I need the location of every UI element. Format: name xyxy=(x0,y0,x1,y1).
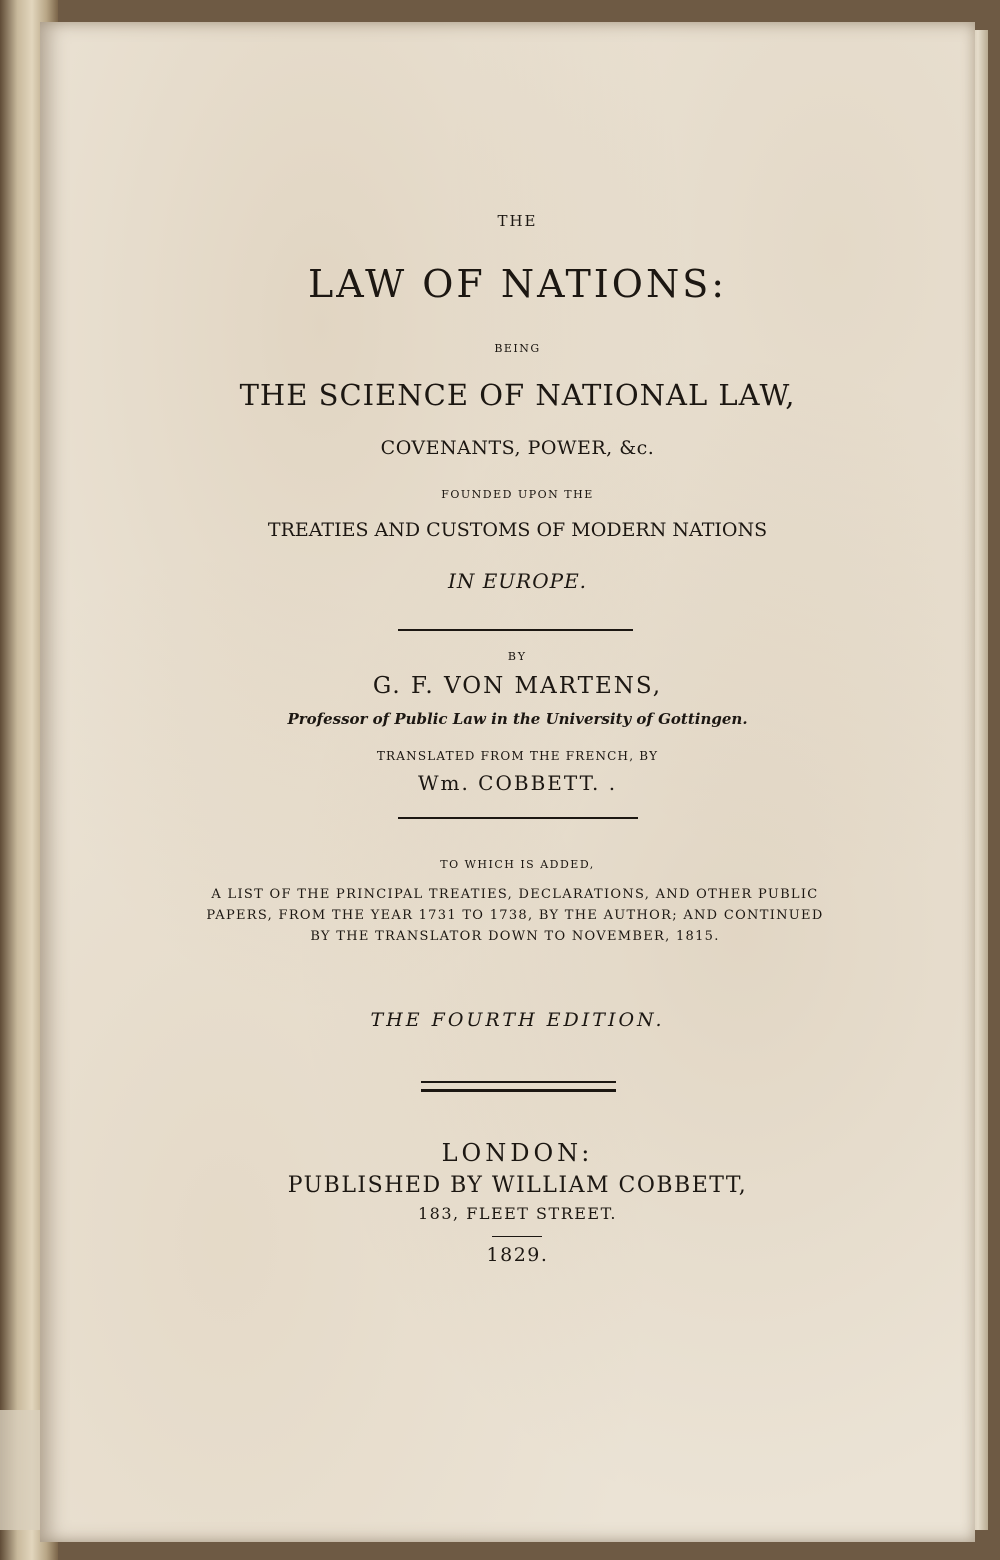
by-word: BY xyxy=(507,650,528,663)
subtitle-covenants: COVENANTS, POWER, &c. xyxy=(380,437,655,459)
imprint-year: 1829. xyxy=(486,1244,549,1266)
translator-name: Wm. COBBETT. . xyxy=(417,771,618,795)
founded-upon: FOUNDED UPON THE xyxy=(441,488,594,501)
book-title: LAW OF NATIONS: xyxy=(307,262,728,306)
author-role: Professor of Public Law in the University of Gottingen. xyxy=(287,710,748,728)
subtitle-europe: IN EUROPE. xyxy=(447,569,588,593)
added-description: A LIST OF THE PRINCIPAL TREATIES, DECLARATIONS, AND OTHER PUBLIC PAPERS, FROM THE YEAR 1731 TO 1738, BY THE AUTHOR; AND CONTINUED BY THE TRANSLATOR DOWN TO NOVEMBER, 1815. xyxy=(206,887,824,944)
title-page xyxy=(40,22,975,1542)
torn-spine-edge xyxy=(0,1410,40,1530)
the-word: THE xyxy=(497,212,538,230)
subtitle-treaties: TREATIES AND CUSTOMS OF MODERN NATIONS xyxy=(267,519,768,541)
double-divider-rule xyxy=(421,1081,616,1092)
edition: THE FOURTH EDITION. xyxy=(370,1009,665,1031)
divider-rule xyxy=(398,629,633,631)
author-name: G. F. VON MARTENS, xyxy=(372,673,663,699)
divider-rule xyxy=(398,817,638,819)
added-intro: TO WHICH IS ADDED, xyxy=(440,858,595,871)
book-subtitle: THE SCIENCE OF NATIONAL LAW, xyxy=(239,378,796,412)
short-divider-rule xyxy=(492,1236,542,1237)
translated-by: TRANSLATED FROM THE FRENCH, BY xyxy=(376,749,659,763)
imprint-address: 183, FLEET STREET. xyxy=(418,1204,617,1223)
imprint-publisher: PUBLISHED BY WILLIAM COBBETT, xyxy=(287,1173,748,1198)
imprint-city: LONDON: xyxy=(441,1139,594,1167)
being-word: BEING xyxy=(494,342,541,355)
